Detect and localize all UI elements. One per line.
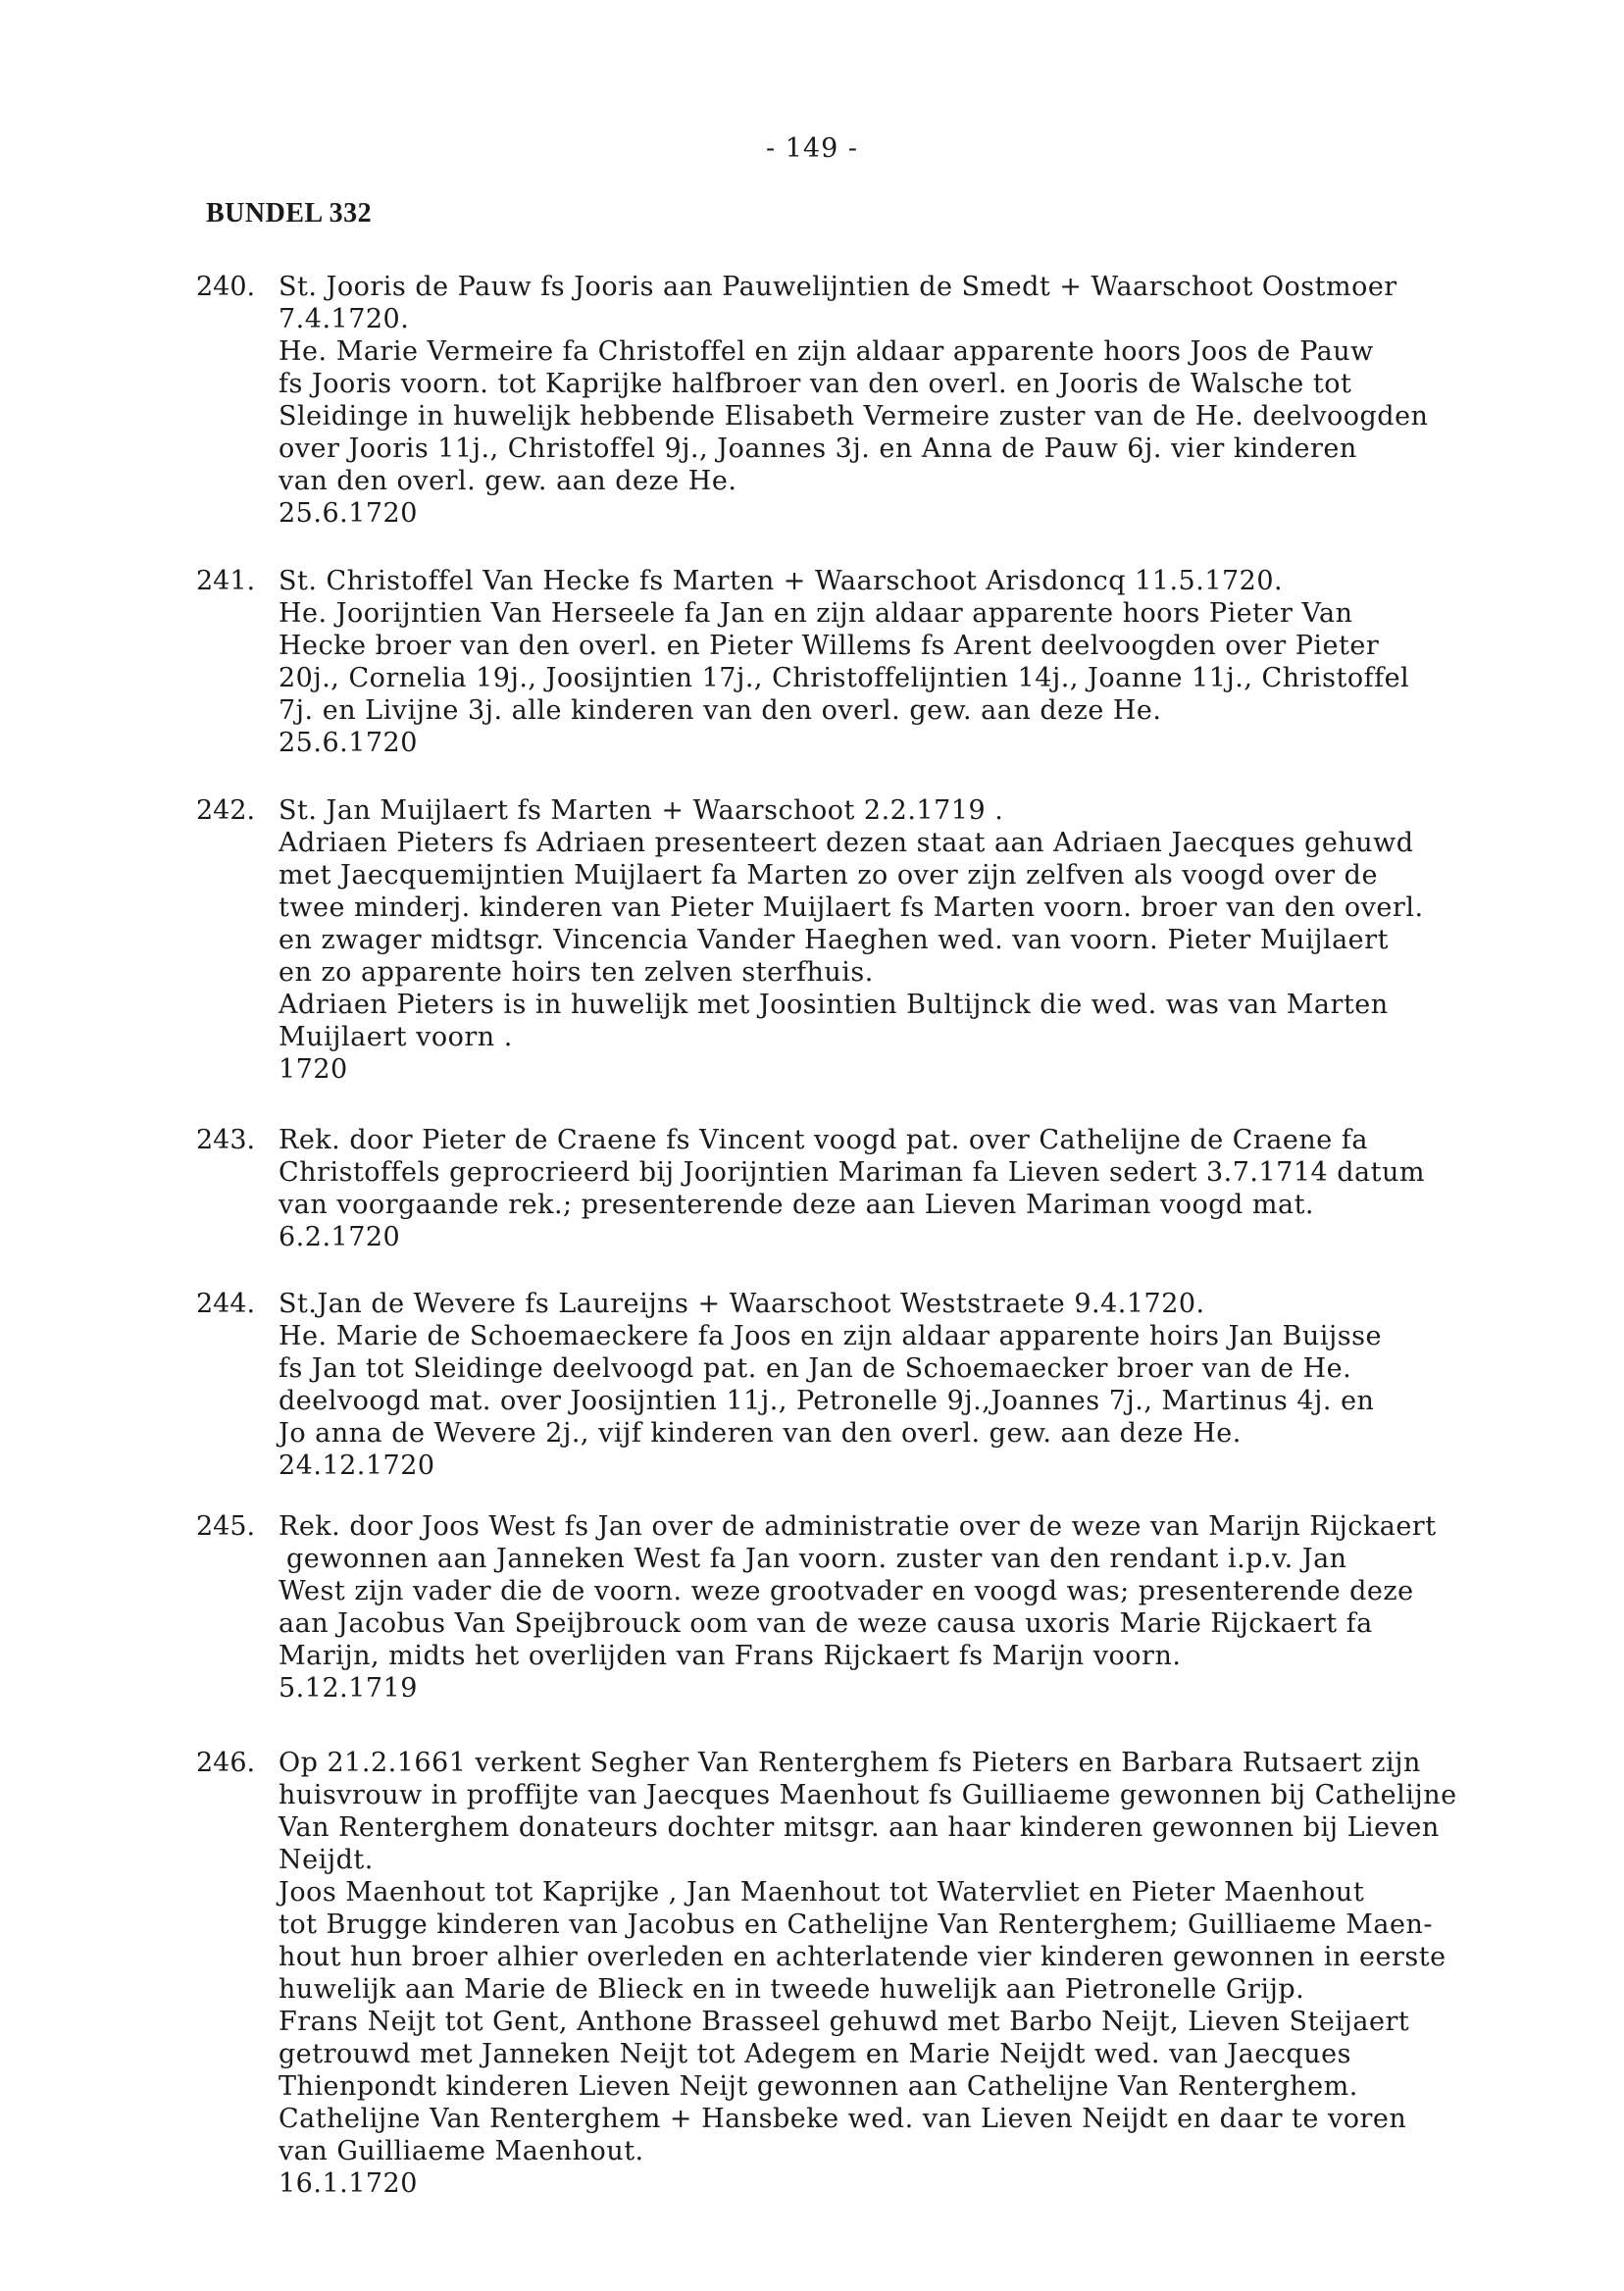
- entry-line: met Jaecquemijntien Muijlaert fa Marten zo over zijn zelfven als voogd over de: [279, 860, 1378, 891]
- entry-line: over Jooris 11j., Christoffel 9j., Joannes 3j. en Anna de Pauw 6j. vier kinderen: [279, 433, 1357, 464]
- entry-line: Christoffels geprocrieerd bij Joorijntien Mariman fa Lieven sedert 3.7.1714 datum: [279, 1157, 1425, 1188]
- entry-date: 1720: [279, 1054, 348, 1085]
- entry-line: St. Jan Muijlaert fs Marten + Waarschoot 2.2.1719 .: [279, 795, 1004, 826]
- entry-line: van den overl. gew. aan deze He.: [279, 466, 737, 496]
- entry-line: Hecke broer van den overl. en Pieter Willems fs Arent deelvoogden over Pieter: [279, 631, 1380, 661]
- entry-text: [279, 1288, 1573, 1482]
- entry-line: St. Jooris de Pauw fs Jooris aan Pauwelijntien de Smedt + Waarschoot Oostmoer: [279, 272, 1397, 302]
- entry-line: Cathelijne Van Renterghem + Hansbeke wed. van Lieven Neijdt en daar te voren: [279, 2104, 1407, 2134]
- entry-date: 6.2.1720: [279, 1222, 401, 1252]
- entry-line: tot Brugge kinderen van Jacobus en Cathelijne Van Renterghem; Guilliaeme Maen-: [279, 1909, 1433, 1940]
- entry-line: van Guilliaeme Maenhout.: [279, 2136, 644, 2166]
- entry-line: en zwager midtsgr. Vincencia Vander Haeghen wed. van voorn. Pieter Muijlaert: [279, 925, 1389, 955]
- entry-line: Op 21.2.1661 verkent Segher Van Renterghem fs Pieters en Barbara Rutsaert zijn: [279, 1748, 1421, 1778]
- entry-line: Frans Neijt tot Gent, Anthone Brasseel gehuwd met Barbo Neijt, Lieven Steijaert: [279, 2007, 1410, 2037]
- entry-line: Van Renterghem donateurs dochter mitsgr. aan haar kinderen gewonnen bij Lieven: [279, 1812, 1440, 1843]
- entry-line: Marijn, midts het overlijden van Frans Rijckaert fs Marijn voorn.: [279, 1641, 1182, 1671]
- entry-line: van voorgaande rek.; presenterende deze aan Lieven Mariman voogd mat.: [279, 1190, 1315, 1220]
- entry-date: 25.6.1720: [279, 498, 418, 529]
- entry-text: [279, 1124, 1573, 1253]
- entry-date: 25.6.1720: [279, 728, 418, 758]
- entry-line: hout hun broer alhier overleden en achterlatende vier kinderen gewonnen in eerste: [279, 1942, 1446, 1972]
- entry-date: 16.1.1720: [279, 2168, 418, 2199]
- entry-line: 7j. en Livijne 3j. alle kinderen van den overl. gew. aan deze He.: [279, 695, 1162, 726]
- entry-line: deelvoogd mat. over Joosijntien 11j., Petronelle 9j.,Joannes 7j., Martinus 4j. en: [279, 1386, 1375, 1416]
- entry-line: twee minderj. kinderen van Pieter Muijlaert fs Marten voorn. broer van den overl.: [279, 892, 1424, 923]
- entry-date: 5.12.1719: [279, 1673, 418, 1704]
- entry-line: 7.4.1720.: [279, 304, 410, 334]
- entry-line: St.Jan de Wevere fs Laureijns + Waarschoot Weststraete 9.4.1720.: [279, 1289, 1205, 1319]
- entry-line: Adriaen Pieters fs Adriaen presenteert dezen staat aan Adriaen Jaecques gehuwd: [279, 828, 1414, 858]
- entry-line: He. Marie Vermeire fa Christoffel en zijn aldaar apparente hoors Joos de Pauw: [279, 336, 1374, 367]
- entry-line: gewonnen aan Janneken West fa Jan voorn. zuster van den rendant i.p.v. Jan: [286, 1544, 1347, 1574]
- entry-line: Rek. door Joos West fs Jan over de administratie over de weze van Marijn Rijckaert: [279, 1511, 1437, 1542]
- entry-line: Jo anna de Wevere 2j., vijf kinderen van den overl. gew. aan deze He.: [279, 1418, 1242, 1449]
- entry-line: aan Jacobus Van Speijbrouck oom van de weze causa uxoris Marie Rijckaert fa: [279, 1608, 1373, 1639]
- entry-line: Sleidinge in huwelijk hebbende Elisabeth Vermeire zuster van de He. deelvoogden: [279, 401, 1429, 432]
- entry-line: He. Marie de Schoemaeckere fa Joos en zijn aldaar apparente hoirs Jan Buijsse: [279, 1321, 1382, 1351]
- entry-number: 242.: [196, 795, 256, 826]
- entry-line: fs Jan tot Sleidinge deelvoogd pat. en Jan de Schoemaecker broer van de He.: [279, 1353, 1352, 1384]
- bundel-heading: BUNDEL 332: [206, 198, 373, 229]
- entry-line: Neijdt.: [279, 1845, 374, 1875]
- entry-line: huwelijk aan Marie de Blieck en in tweede huwelijk aan Pietronelle Grijp.: [279, 1974, 1305, 2005]
- entry-text: [279, 1747, 1573, 2200]
- entry-number: 240.: [196, 272, 256, 302]
- entry-line: Joos Maenhout tot Kaprijke , Jan Maenhout tot Watervliet en Pieter Maenhout: [279, 1877, 1365, 1908]
- entry-date: 24.12.1720: [279, 1451, 435, 1481]
- entry-line: Muijlaert voorn .: [279, 1022, 513, 1052]
- entry-line: Adriaen Pieters is in huwelijk met Joosintien Bultijnck die wed. was van Marten: [279, 990, 1389, 1020]
- entry-text: [279, 1510, 1573, 1705]
- entry-number: 244.: [196, 1289, 256, 1319]
- page-number: - 149 -: [766, 133, 858, 164]
- entry-text: [279, 271, 1573, 530]
- entry-line: St. Christoffel Van Hecke fs Marten + Waarschoot Arisdoncq 11.5.1720.: [279, 566, 1284, 596]
- entry-number: 246.: [196, 1748, 256, 1778]
- entry-text: [279, 794, 1573, 1086]
- entry-line: 20j., Cornelia 19j., Joosijntien 17j., Christoffelijntien 14j., Joanne 11j., Christoffel: [279, 663, 1410, 693]
- entry-line: West zijn vader die de voorn. weze grootvader en voogd was; presenterende deze: [279, 1576, 1414, 1606]
- entry-text: [279, 565, 1573, 759]
- entry-number: 241.: [196, 566, 256, 596]
- entry-line: He. Joorijntien Van Herseele fa Jan en zijn aldaar apparente hoors Pieter Van: [279, 598, 1353, 629]
- entry-line: fs Jooris voorn. tot Kaprijke halfbroer van den overl. en Jooris de Walsche tot: [279, 369, 1352, 399]
- entry-line: Thienpondt kinderen Lieven Neijt gewonnen aan Cathelijne Van Renterghem.: [279, 2071, 1358, 2102]
- entry-line: Rek. door Pieter de Craene fs Vincent voogd pat. over Cathelijne de Craene fa: [279, 1125, 1368, 1155]
- entry-number: 243.: [196, 1125, 256, 1155]
- entry-line: getrouwd met Janneken Neijt tot Adegem en Marie Neijdt wed. van Jaecques: [279, 2039, 1351, 2069]
- entry-number: 245.: [196, 1511, 256, 1542]
- entry-line: en zo apparente hoirs ten zelven sterfhuis.: [279, 957, 874, 988]
- entry-line: huisvrouw in proffijte van Jaecques Maenhout fs Guilliaeme gewonnen bij Cathelijne: [279, 1780, 1457, 1810]
